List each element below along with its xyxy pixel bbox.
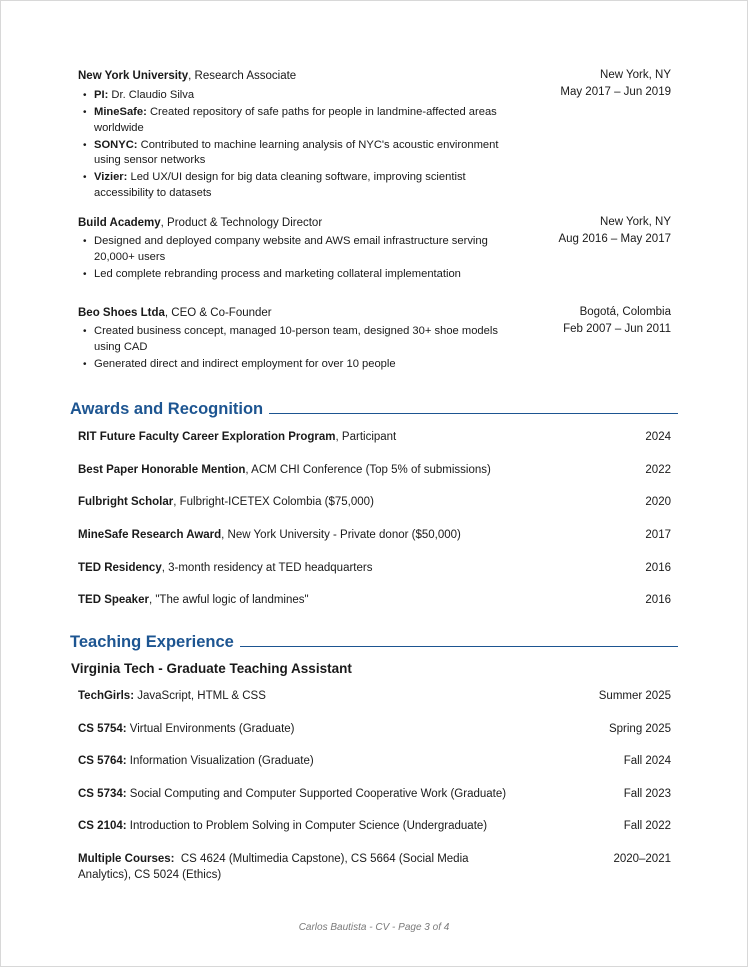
bullet-text: Contributed to machine learning analysis of NYC's acoustic environment using sensor networks [94,138,499,166]
course-title: CS 4624 (Multimedia Capstone), CS 5664 (Social Media Analytics), CS 5024 (Ethics) [78,853,472,881]
section-divider [240,646,678,647]
experience-role: , Product & Technology Director [160,217,323,229]
award-detail: , ACM CHI Conference (Top 5% of submissions) [245,464,491,476]
bullet-item [81,267,521,283]
bullet-item [81,138,521,169]
experience-location: New York, NY [600,69,671,81]
award-detail: , Participant [335,431,397,443]
course-row [78,851,671,883]
experience-bullets [81,234,521,284]
experience-dates: Aug 2016 – May 2017 [558,233,671,245]
experience-dates: May 2017 – Jun 2019 [560,86,671,98]
bullet-text: Led UX/UI design for big data cleaning software, improving scientist accessibility to datasets [94,171,466,199]
bullet-item [81,357,521,373]
experience-bullets [81,88,521,203]
course-row [78,818,671,834]
experience-org: Beo Shoes Ltda [78,307,165,319]
award-row [78,560,671,576]
experience-bullets [81,324,521,374]
course-row [78,688,671,704]
award-name: TED Speaker [78,594,149,606]
award-detail: , 3-month residency at TED headquarters [161,562,373,574]
course-term: Fall 2022 [623,820,671,832]
course-row [78,721,671,737]
awards-heading: Awards and Recognition [70,399,264,418]
bullet-text: Created repository of safe paths for people in landmine-affected areas worldwide [94,106,497,134]
award-year: 2017 [645,529,671,541]
course-code: CS 5764: [78,755,127,767]
experience-location: Bogotá, Colombia [579,306,671,318]
course-code: CS 5734: [78,788,127,800]
section-divider [269,413,678,414]
award-row [78,527,671,543]
award-row [78,462,671,478]
course-title: Information Visualization (Graduate) [126,755,314,767]
award-detail: , Fulbright-ICETEX Colombia ($75,000) [173,496,374,508]
bullet-text: Generated direct and indirect employment for over 10 people [94,357,396,370]
teaching-subheading: Virginia Tech - Graduate Teaching Assistant [71,661,352,676]
award-detail: , "The awful logic of landmines" [148,594,309,606]
bullet-label: Vizier: [94,171,128,183]
award-row [78,429,671,445]
bullet-text: Designed and deployed company website and AWS email infrastructure serving 20,000+ users [94,235,488,263]
award-year: 2016 [645,562,671,574]
award-name: MineSafe Research Award [78,529,222,541]
award-name: Best Paper Honorable Mention [78,464,246,476]
teaching-heading: Teaching Experience [70,632,234,651]
experience-role: , Research Associate [188,70,297,82]
experience-entry-title [78,215,322,231]
award-name: RIT Future Faculty Career Exploration Program [78,431,336,443]
experience-meta [563,304,671,338]
award-year: 2020 [645,496,671,508]
award-detail: , New York University - Private donor ($50,000) [221,529,461,541]
experience-entry-title [78,68,296,84]
teaching-section-header [70,632,678,652]
bullet-item [81,234,521,265]
experience-meta [560,67,671,101]
bullet-item [81,88,521,104]
award-row [78,592,671,608]
course-term: Fall 2024 [623,755,671,767]
award-year: 2024 [645,431,671,443]
course-title: Virtual Environments (Graduate) [126,723,295,735]
bullet-label: SONYC: [94,138,138,151]
course-term: Fall 2023 [623,788,671,800]
bullet-text: Led complete rebranding process and marketing collateral implementation [94,267,461,280]
course-code: CS 5754: [78,723,127,735]
course-title: JavaScript, HTML & CSS [134,690,266,702]
award-name: TED Residency [78,562,162,574]
course-title: Introduction to Problem Solving in Computer Science (Undergraduate) [126,820,488,832]
course-code: TechGirls: [78,690,135,702]
course-code: CS 2104: [78,820,127,832]
course-title: Social Computing and Computer Supported Cooperative Work (Graduate) [126,788,507,800]
experience-entry-title [78,305,272,321]
course-term: Summer 2025 [598,690,671,702]
course-term: 2020–2021 [613,853,671,865]
award-year: 2016 [645,594,671,606]
experience-role: , CEO & Co-Founder [164,307,272,319]
course-row [78,753,671,769]
bullet-item [81,324,521,355]
experience-org: Build Academy [78,217,161,229]
page-footer: Carlos Bautista - CV - Page 3 of 4 [298,922,450,933]
bullet-item [81,170,521,201]
bullet-label: MineSafe: [94,106,147,118]
bullet-text: Dr. Claudio Silva [108,89,195,101]
experience-dates: Feb 2007 – Jun 2011 [563,323,671,335]
experience-meta [558,214,671,248]
course-term: Spring 2025 [608,723,671,735]
experience-location: New York, NY [600,216,671,228]
awards-section-header [70,399,678,419]
award-row [78,494,671,510]
award-name: Fulbright Scholar [78,496,174,508]
course-row [78,786,671,802]
award-year: 2022 [645,464,671,476]
experience-org: New York University [78,70,189,82]
bullet-item [81,105,521,136]
bullet-text: Created business concept, managed 10-person team, designed 30+ shoe models using CAD [94,325,498,353]
course-code: Multiple Courses: [78,853,175,865]
bullet-label: PI: [94,89,109,101]
